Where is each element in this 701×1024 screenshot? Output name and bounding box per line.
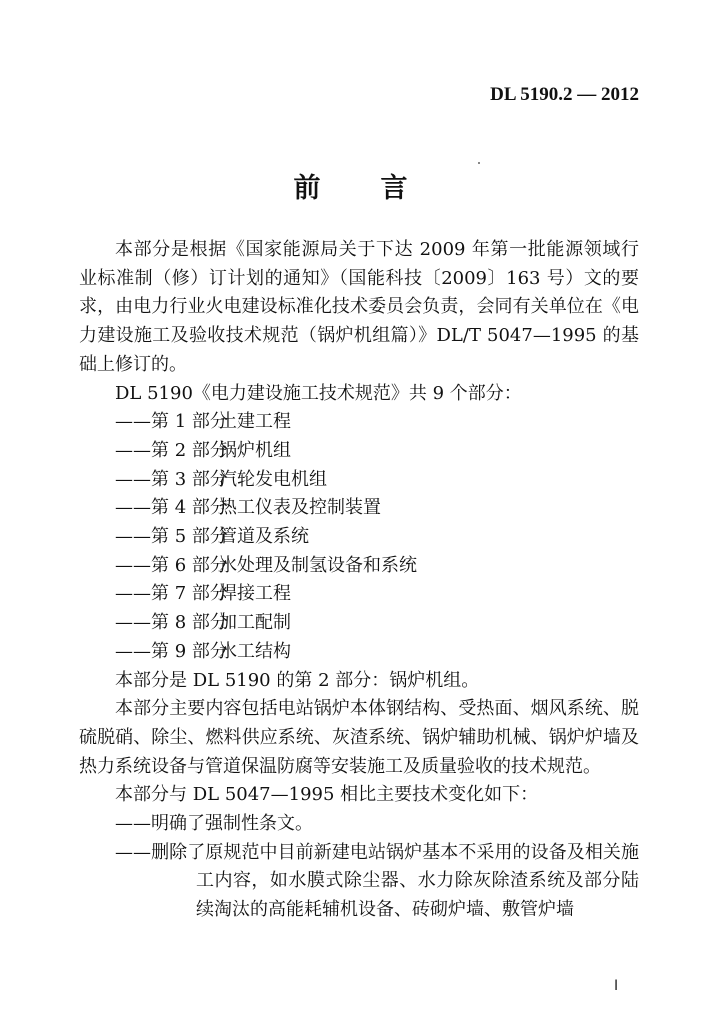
intro-paragraph: 本部分是根据《国家能源局关于下达 2009 年第一批能源领域行业标准制（修）订计划的通知》（国能科技〔2009〕163 号）文的要求，由电力行业火电建设标准化技术委员会负责，会同有关单位在《电力建设施工及验收技术规范（锅炉机组篇）》DL/T 5047—1995 的基础上修订的。 bbox=[79, 239, 639, 375]
part-name: 管道及系统 bbox=[219, 526, 309, 548]
change-item: ——明确了强制性条文。 bbox=[115, 813, 313, 835]
part-number: ——第 6 部分 bbox=[115, 554, 228, 576]
part-name: 锅炉机组 bbox=[219, 439, 291, 461]
part-number: ——第 3 部分 bbox=[115, 468, 228, 490]
part-name: 土建工程 bbox=[219, 411, 291, 433]
list-item bbox=[79, 466, 639, 495]
list-item bbox=[79, 408, 639, 437]
list-item bbox=[79, 494, 639, 523]
part-number: ——第 7 部分 bbox=[115, 583, 228, 605]
scan-speck bbox=[478, 162, 480, 164]
list-item bbox=[79, 437, 639, 466]
scope-paragraph: 本部分主要内容包括电站锅炉本体钢结构、受热面、烟风系统、脱硫脱硝、除尘、燃料供应系统、灰渣系统、锅炉辅助机械、锅炉炉墙及热力系统设备与管道保温防腐等安装施工及质量验收的技术规范。 bbox=[79, 698, 639, 777]
list-item bbox=[79, 523, 639, 552]
list-item bbox=[79, 609, 639, 638]
list-item bbox=[79, 638, 639, 667]
part-number: ——第 8 部分 bbox=[115, 612, 228, 634]
part-number: ——第 2 部分 bbox=[115, 439, 228, 461]
standard-code: DL 5190.2 — 2012 bbox=[490, 84, 639, 105]
part-number: ——第 9 部分 bbox=[115, 640, 228, 662]
page-number: I bbox=[614, 978, 619, 994]
parts-list bbox=[79, 408, 639, 666]
part-name: 热工仪表及控制装置 bbox=[219, 497, 381, 519]
changes-intro: 本部分与 DL 5047—1995 相比主要技术变化如下： bbox=[115, 784, 539, 806]
list-item bbox=[79, 552, 639, 581]
page-title: 前言 bbox=[293, 173, 468, 204]
part-name: 焊接工程 bbox=[219, 583, 291, 605]
parts-intro: DL 5190《电力建设施工技术规范》共 9 个部分： bbox=[115, 382, 522, 404]
part-name: 汽轮发电机组 bbox=[219, 468, 327, 490]
part-name: 水工结构 bbox=[219, 640, 291, 662]
preface-body bbox=[79, 236, 639, 925]
part-number: ——第 5 部分 bbox=[115, 526, 228, 548]
this-part-statement: 本部分是 DL 5190 的第 2 部分：锅炉机组。 bbox=[115, 669, 480, 691]
list-item bbox=[79, 580, 639, 609]
part-name: 加工配制 bbox=[219, 612, 291, 634]
part-name: 水处理及制氢设备和系统 bbox=[219, 554, 417, 576]
part-number: ——第 1 部分 bbox=[115, 411, 228, 433]
change-item: ——删除了原规范中目前新建电站锅炉基本不采用的设备及相关施工内容，如水膜式除尘器、水力除灰除渣系统及部分陆续淘汰的高能耗辅机设备、砖砌炉墙、敷管炉墙 bbox=[115, 841, 639, 921]
part-number: ——第 4 部分 bbox=[115, 497, 228, 519]
